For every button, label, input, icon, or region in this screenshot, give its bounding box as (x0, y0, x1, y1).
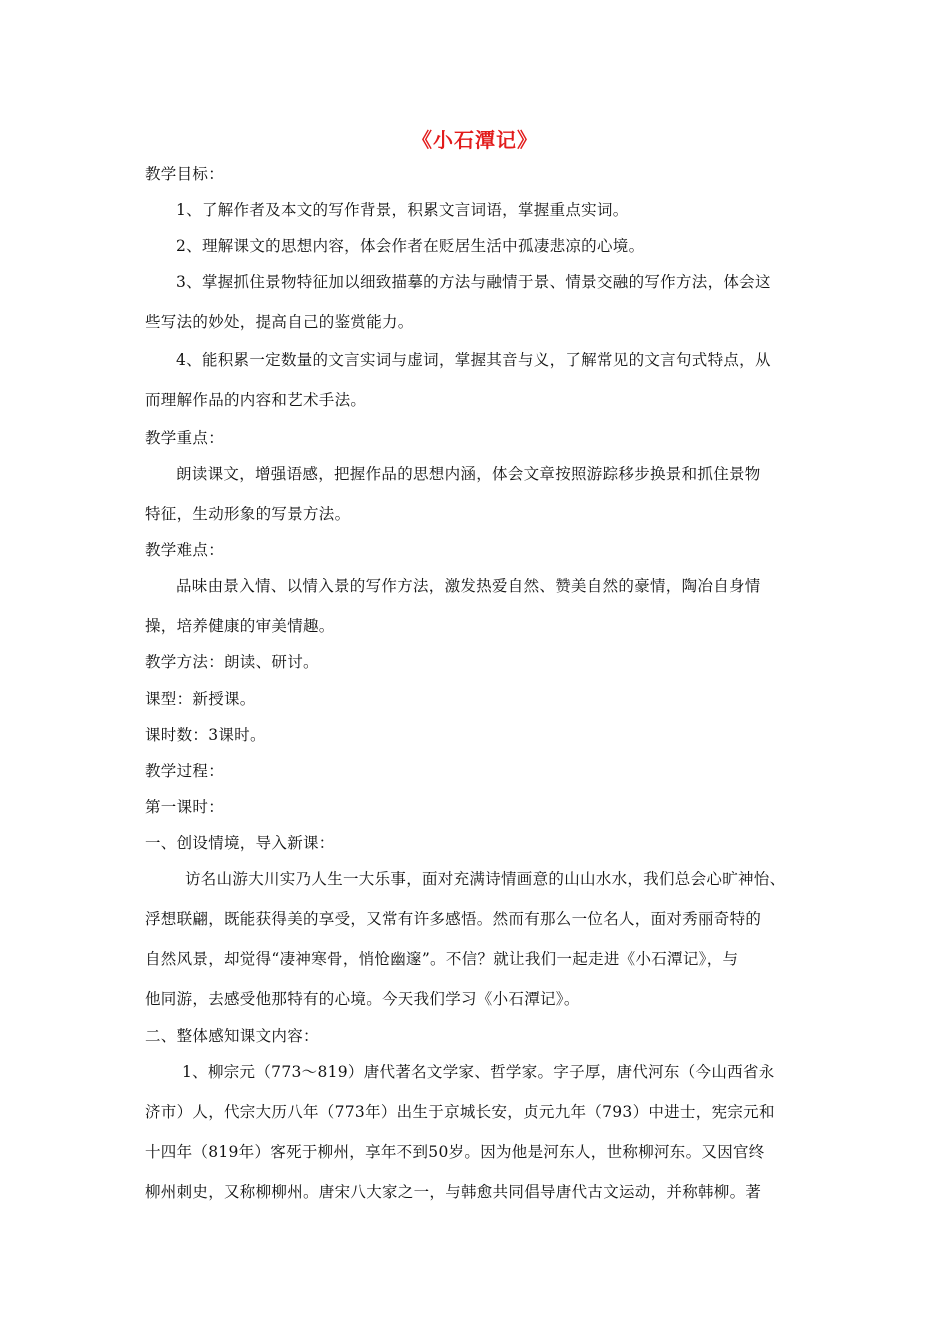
document-title: 《小石潭记》 (412, 128, 538, 152)
section-one-heading: 一、创设情境，导入新课： (145, 834, 335, 852)
goal-item-1: 1、了解作者及本文的写作背景，积累文言词语，掌握重点实词。 (176, 201, 629, 219)
goal-item-4-cont: 而理解作品的内容和艺术手法。 (145, 391, 367, 409)
key-points-text: 朗读课文，增强语感，把握作品的思想内涵，体会文章按照游踪移步换景和抓住景物 (176, 465, 761, 483)
intro-paragraph-line-3: 自然风景，却觉得“凄神寒骨，悄怆幽邃”。不信？就让我们一起走进《小石潭记》，与 (145, 950, 739, 968)
intro-paragraph-line-2: 浮想联翩，既能获得美的享受，又常有许多感悟。然而有那么一位名人，面对秀丽奇特的 (145, 910, 762, 928)
heading-teaching-process: 教学过程： (145, 762, 225, 780)
goal-item-4: 4、能积累一定数量的文言实词与虚词，掌握其音与义，了解常见的文言句式特点，从 (176, 351, 771, 369)
section-two-heading: 二、整体感知课文内容： (145, 1027, 319, 1045)
goal-item-3: 3、掌握抓住景物特征加以细致描摹的方法与融情于景、情景交融的写作方法，体会这 (176, 273, 771, 291)
heading-teaching-goals: 教学目标： (145, 165, 225, 183)
intro-paragraph-line-4: 他同游，去感受他那特有的心境。今天我们学习《小石潭记》。 (145, 990, 580, 1008)
lesson-type: 课型：新授课。 (145, 690, 256, 708)
heading-first-lesson: 第一课时： (145, 798, 225, 816)
key-points-text-cont: 特征，生动形象的写景方法。 (145, 505, 351, 523)
lesson-hours: 课时数：3课时。 (145, 726, 266, 744)
heading-difficulties: 教学难点： (145, 541, 225, 559)
difficulties-text: 品味由景入情、以情入景的写作方法，激发热爱自然、赞美自然的豪情，陶冶自身情 (176, 577, 761, 595)
intro-paragraph-line-1: 访名山游大川实乃人生一大乐事，面对充满诗情画意的山山水水，我们总会心旷神怡、 (185, 870, 786, 888)
author-paragraph-line-2: 济市）人，代宗大历八年（773年）出生于京城长安，贞元九年（793）中进士，宪宗元和 (145, 1103, 775, 1121)
goal-item-2: 2、理解课文的思想内容，体会作者在贬居生活中孤凄悲凉的心境。 (176, 237, 645, 255)
goal-item-3-cont: 些写法的妙处，提高自己的鉴赏能力。 (145, 313, 414, 331)
heading-key-points: 教学重点： (145, 429, 225, 447)
author-paragraph-line-3: 十四年（819年）客死于柳州，享年不到50岁。因为他是河东人，世称柳河东。又因官终 (145, 1143, 765, 1161)
difficulties-text-cont: 操，培养健康的审美情趣。 (145, 617, 335, 635)
teaching-method: 教学方法：朗读、研讨。 (145, 653, 319, 671)
author-paragraph-line-1: 1、柳宗元（773～819）唐代著名文学家、哲学家。字子厚，唐代河东（今山西省永 (182, 1063, 775, 1081)
author-paragraph-line-4: 柳州刺史，又称柳柳州。唐宋八大家之一，与韩愈共同倡导唐代古文运动，并称韩柳。著 (145, 1183, 762, 1201)
